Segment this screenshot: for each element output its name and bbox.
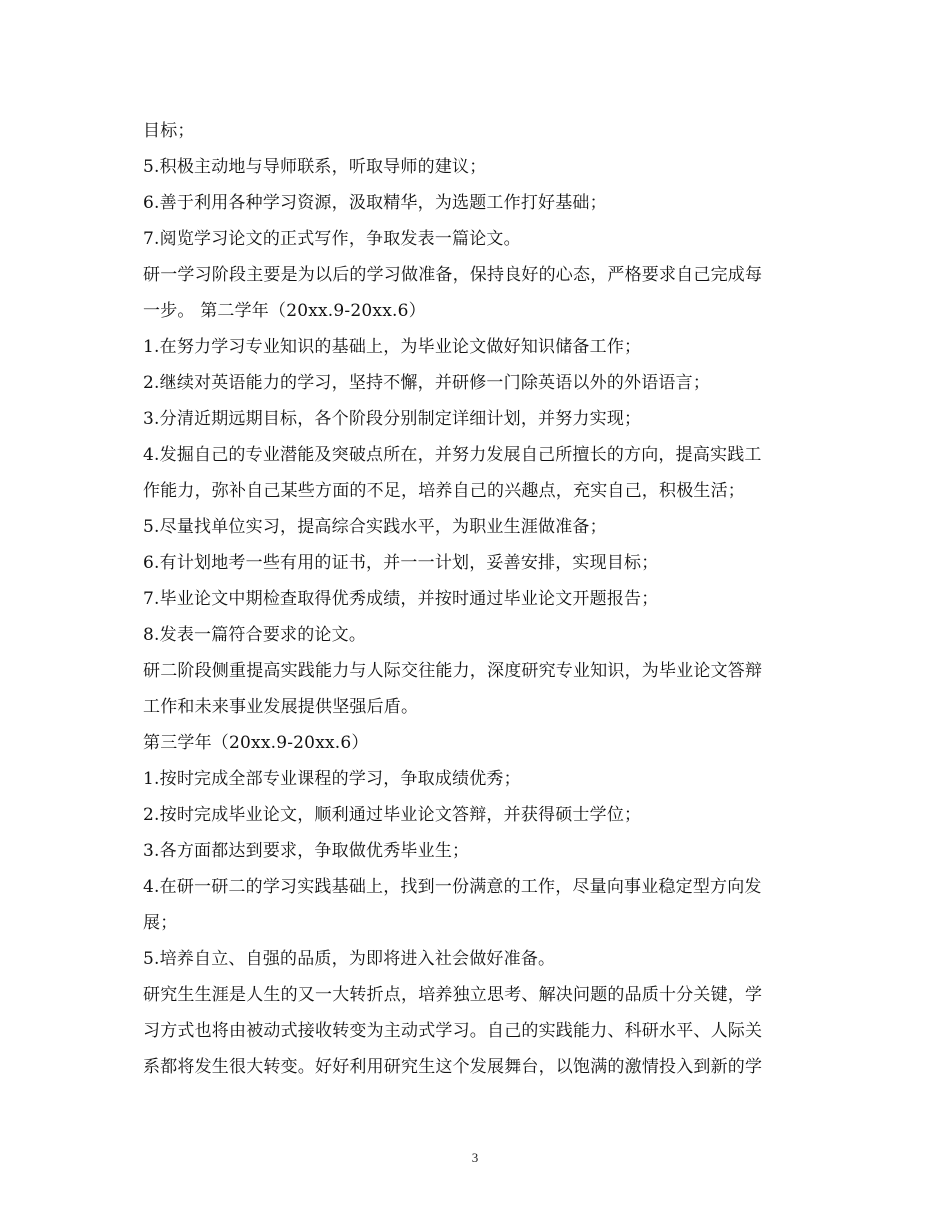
text-line: 工作和未来事业发展提供坚强后盾。	[143, 697, 419, 717]
text-line: 5.积极主动地与导师联系，听取导师的建议；	[143, 157, 487, 177]
text-line: 5.尽量找单位实习，提高综合实践水平，为职业生涯做准备；	[143, 517, 607, 537]
text-line: 展；	[143, 913, 178, 933]
text-line: 8.发表一篇符合要求的论文。	[143, 625, 367, 645]
text-line: 3.各方面都达到要求，争取做优秀毕业生；	[143, 841, 470, 861]
text-line: 习方式也将由被动式接收转变为主动式学习。自己的实践能力、科研水平、人际关	[143, 1021, 763, 1041]
text-line: 6.有计划地考一些有用的证书，并一一计划，妥善安排，实现目标；	[143, 553, 659, 573]
text-line: 第三学年（20xx.9-20xx.6）	[143, 733, 369, 753]
text-line: 1.按时完成全部专业课程的学习，争取成绩优秀；	[143, 769, 521, 789]
text-line: 1.在努力学习专业知识的基础上，为毕业论文做好知识储备工作；	[143, 337, 642, 357]
text-line: 4.在研一研二的学习实践基础上，找到一份满意的工作，尽量向事业稳定型方向发	[143, 877, 762, 897]
text-line: 5.培养自立、自强的品质，为即将进入社会做好准备。	[143, 949, 556, 969]
text-line: 研二阶段侧重提高实践能力与人际交往能力，深度研究专业知识，为毕业论文答辩	[143, 661, 763, 681]
text-line: 研一学习阶段主要是为以后的学习做准备，保持良好的心态，严格要求自己完成每	[143, 265, 763, 285]
text-line: 研究生生涯是人生的又一大转折点，培养独立思考、解决问题的品质十分关键，学	[143, 985, 763, 1005]
text-line: 3.分清近期远期目标，各个阶段分别制定详细计划，并努力实现；	[143, 409, 642, 429]
text-line: 7.阅览学习论文的正式写作，争取发表一篇论文。	[143, 229, 521, 249]
page-number: 3	[471, 1150, 479, 1165]
text-line: 目标；	[143, 121, 195, 141]
text-line: 系都将发生很大转变。好好利用研究生这个发展舞台，以饱满的激情投入到新的学	[143, 1057, 763, 1077]
text-line: 2.按时完成毕业论文，顺利通过毕业论文答辩，并获得硕士学位；	[143, 805, 642, 825]
document-body	[143, 113, 815, 1085]
text-line: 4.发掘自己的专业潜能及突破点所在，并努力发展自己所擅长的方向，提高实践工	[143, 445, 762, 465]
text-line: 2.继续对英语能力的学习，坚持不懈，并研修一门除英语以外的外语语言；	[143, 373, 711, 393]
text-line: 作能力，弥补自己某些方面的不足，培养自己的兴趣点，充实自己，积极生活；	[143, 481, 745, 501]
text-line: 一步。 第二学年（20xx.9-20xx.6）	[143, 301, 426, 321]
text-line: 6.善于利用各种学习资源，汲取精华，为选题工作打好基础；	[143, 193, 607, 213]
text-line: 7.毕业论文中期检查取得优秀成绩，并按时通过毕业论文开题报告；	[143, 589, 659, 609]
